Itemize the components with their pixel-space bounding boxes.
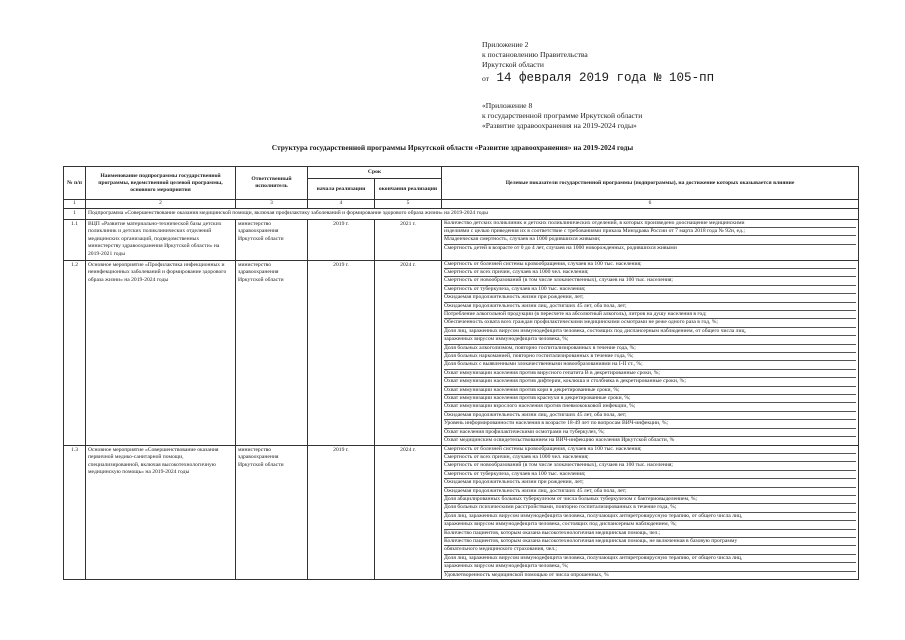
indicator-line: Обеспеченность охвата всех граждан профилактическими медицинскими осмотрами не реже одного раза в год, %; (444, 319, 856, 327)
indicator-line: Доля больных с выявленными злокачественными новообразованиями на I-II ст., %; (444, 361, 856, 369)
indicator-line: Количество пациентов, которым оказана высокотехнологичная медицинская помощь, не включенная в базовую программу (444, 538, 856, 546)
order-line (482, 70, 782, 87)
table-body (64, 219, 859, 579)
col-number: 6 (442, 200, 859, 209)
indicator-line: Количество детских поликлиник и детских поликлинических отделений, в которых произведено дооснащение медицинскими (444, 220, 856, 228)
order-date-number: 14 февраля 2019 года № 105-пп (496, 71, 715, 85)
column-number-row (64, 200, 859, 209)
subprogram-title: Подпрограмма «Совершенствование оказания медицинской помощи, включая профилактику заболеваний и формирование здорового образа жизни» на 2019-2024 годы (86, 208, 859, 219)
indicator-line: Охват иммунизации населения против вирусного гепатита В в декретированные сроки, %; (444, 370, 856, 378)
row-start: 2019 г. (308, 260, 375, 445)
program-name-line: «Развитие здравоохранения на 2019-2024 годы» (482, 121, 637, 130)
indicator-line: Удовлетворенность медицинской помощью от числа опрошенных, % (444, 571, 609, 578)
row-executor: министерство здравоохранения Иркутской области (236, 445, 308, 580)
indicator-line: Охват иммунизации населения против краснухи в декретированные сроки, %; (444, 395, 856, 403)
indicator-line: Смертность от всех причин, случаев на 1000 чел. населения; (444, 269, 856, 277)
row-start: 2019 г. (308, 219, 375, 260)
program-ref-line: к государственной программе Иркутской области (482, 111, 643, 120)
col-number: 3 (236, 200, 308, 209)
indicator-line: Доля лиц, зараженных вирусом иммунодефицита человека, получающих антиретровирусную терапию, от общего числа лиц, (444, 555, 856, 563)
appendix-number: Приложение 2 (482, 40, 529, 49)
row-number: 1.2 (64, 260, 86, 445)
row-executor: министерство здравоохранения Иркутской области (236, 219, 308, 260)
col-number: 2 (86, 200, 236, 209)
col-number: 1 (64, 200, 86, 209)
indicator-line: Охват иммунизации населения против дифтерии, коклюша и столбняка в декретированные сроки, %; (444, 378, 856, 386)
indicator-line: Уровень информированности населения в возрасте 18-49 лет по вопросам ВИЧ-инфекции, %; (444, 420, 856, 428)
appendix-header (482, 40, 782, 131)
table-row (64, 219, 859, 260)
indicator-line: Количество пациентов, которым оказана высокотехнологичная медицинская помощь, чел.; (444, 530, 856, 538)
indicator-line: Ожидаемая продолжительность жизни лиц, достигших 45 лет, оба пола, лет; (444, 488, 856, 496)
indicator-line: Смертность от туберкулеза, случаев на 100 тыс. населения; (444, 471, 856, 479)
col-number: 4 (308, 200, 375, 209)
header-term: Срок (308, 167, 442, 179)
indicator-line: Ожидаемая продолжительность жизни лиц, достигших 45 лет, оба пола, лет; (444, 412, 856, 420)
document-title: Структура государственной программы Иркутской области «Развитие здравоохранения» на 2019-2024 годы (271, 143, 634, 152)
indicator-line: Смертность от новообразований (в том числе злокачественных), случаев на 100 тыс. населения; (444, 277, 856, 285)
row-number: 1.1 (64, 219, 86, 260)
row-name: Основное мероприятие «Совершенствование оказания первичной медико-санитарной помощи, специализированной, включая высокотехнологичную медицинскую помощь» на 2019-2024 годы (86, 445, 236, 580)
header-indicators: Целевые показатели государственной программы (подпрограммы), на достижение которых оказывается влияние (442, 167, 859, 200)
indicator-line: Доля больных алкоголизмом, повторно госпитализированных в течение года, %; (444, 345, 856, 353)
indicator-line: зараженных вирусом иммунодефицита человека, %; (444, 336, 856, 344)
row-start: 2019 г. (308, 445, 375, 580)
header-num: № п/п (64, 167, 86, 200)
indicator-line: зараженных вирусом иммунодефицита человека, %; (444, 563, 856, 571)
indicator-line: Охват иммунизации населения против кори в декретированные сроки, %; (444, 387, 856, 395)
appendix-8-line: «Приложение 8 (482, 101, 533, 110)
indicator-line: Доля больных психическими расстройствами, повторно госпитализированных в течение года, %; (444, 504, 856, 512)
indicator-line: Охват населения профилактическими осмотрами на туберкулез, %; (444, 429, 856, 437)
indicator-line: обязательного медицинского страхования, чел.; (444, 546, 856, 554)
indicator-line: Смертность от новообразований (в том числе злокачественных), случаев на 100 тыс. населения; (444, 462, 856, 470)
table-row (64, 445, 859, 580)
row-name: Основное мероприятие «Профилактика инфекционных и неинфекционных заболеваний и формирование здорового образа жизни» на 2019-2024 годы (86, 260, 236, 445)
table-header-row (64, 167, 859, 179)
row-executor: министерство здравоохранения Иркутской области (236, 260, 308, 445)
indicator-line: изделиями с целью приведения их в соответствие с требованиями приказа Минздрава России от 7 марта 2018 года № 92н, ед.; (444, 228, 856, 236)
indicator-line: Охват иммунизации взрослого населения против пневмококковой инфекции, %; (444, 403, 856, 411)
header-executor: Ответственный исполнитель (236, 167, 308, 200)
indicator-line: Ожидаемая продолжительность жизни при рождении, лет; (444, 294, 856, 302)
indicator-line: Охват медицинским освидетельствованием на ВИЧ-инфекцию населения Иркутской области, % (444, 437, 675, 444)
indicator-line: зараженных вирусом иммунодефицита человека, состоящих под диспансерным наблюдением, %; (444, 521, 856, 529)
subprogram-row (64, 208, 859, 219)
row-name: ВЦП «Развитие материально-технической базы детских поликлиник и детских поликлинических отделений медицинских организаций, подведомственных министерству здравоохранения Иркутской области» на 2019-2021 годы (86, 219, 236, 260)
row-number: 1.3 (64, 445, 86, 580)
indicator-line: Ожидаемая продолжительность жизни при рождении, лет; (444, 479, 856, 487)
row-end: 2024 г. (375, 260, 442, 445)
header-term-end: окончания реализации (375, 179, 442, 200)
indicator-line: Потребление алкогольной продукции (в пересчете на абсолютный алкоголь), литров на душу населения в год; (444, 311, 856, 319)
indicator-line: Смертность от всех причин, случаев на 1000 чел. населения; (444, 454, 856, 462)
program-structure-table (63, 166, 859, 580)
table-row (64, 260, 859, 445)
indicator-line: Доля абацилированных больных туберкулезом от числа больных туберкулезом с бактериовыделением, %; (444, 496, 856, 504)
indicator-line: Доля лиц, зараженных вирусом иммунодефицита человека, получающих антиретровирусную терапию, от общего числа лиц, (444, 513, 856, 521)
order-prefix: от (482, 74, 490, 83)
indicator-line: Смертность детей в возрасте от 0 до 4 лет, случаев на 1000 новорожденных, родившихся живыми (444, 244, 677, 251)
header-name: Наименование подпрограммы государственной программы, ведомственной целевой программы, основного мероприятия (86, 167, 236, 200)
indicator-line: Ожидаемая продолжительность жизни лиц, достигших 45 лет, оба пола, лет; (444, 303, 856, 311)
row-indicators (442, 445, 859, 580)
row-indicators (442, 260, 859, 445)
indicator-line: Младенческая смертность, случаев на 1000 родившихся живыми; (444, 236, 856, 244)
col-number: 5 (375, 200, 442, 209)
subprogram-num: 1 (64, 208, 86, 219)
header-term-start: начала реализации (308, 179, 375, 200)
resolution-line: к постановлению Правительства (482, 50, 588, 59)
indicator-line: Доля лиц, зараженных вирусом иммунодефицита человека, состоящих под диспансерным наблюдением, от общего числа лиц, (444, 328, 856, 336)
indicator-line: Смертность от туберкулеза, случаев на 100 тыс. населения; (444, 286, 856, 294)
row-end: 2021 г. (375, 219, 442, 260)
row-indicators (442, 219, 859, 260)
indicator-line: Смертность от болезней системы кровообращения, случаев на 100 тыс. населения; (444, 261, 856, 269)
indicator-line: Смертность от болезней системы кровообращения, случаев на 100 тыс. населения; (444, 446, 856, 454)
region-line: Иркутской области (482, 60, 544, 69)
indicator-line: Доля больных наркоманией, повторно госпитализированных в течение года, %; (444, 353, 856, 361)
row-end: 2024 г. (375, 445, 442, 580)
